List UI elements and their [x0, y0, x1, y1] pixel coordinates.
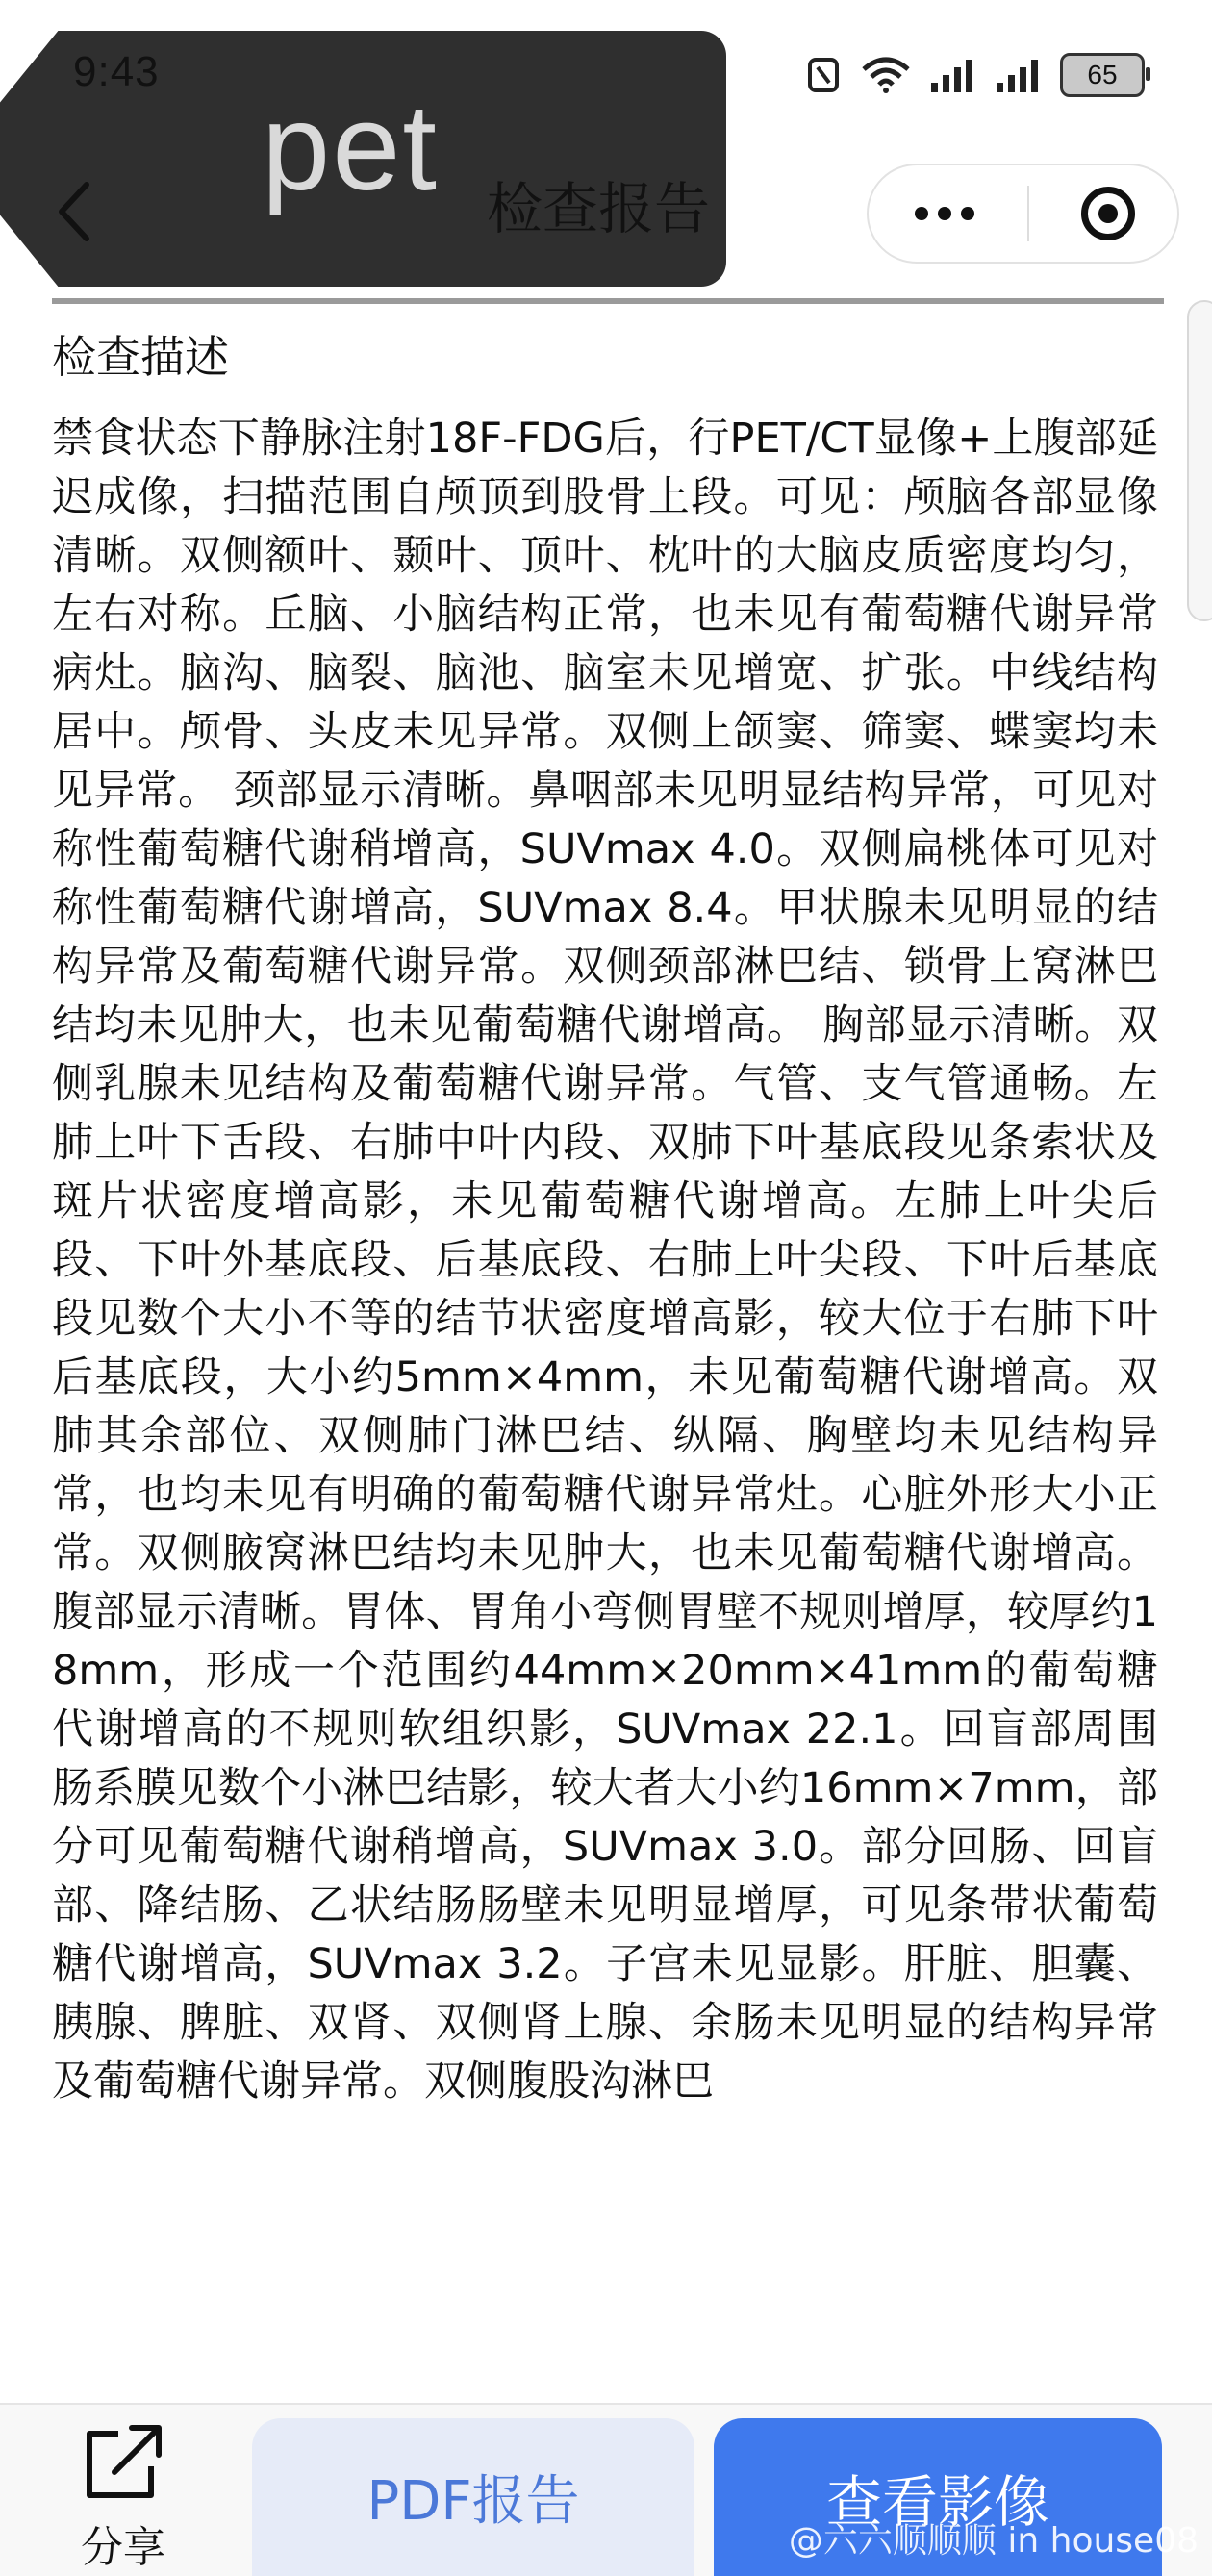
signal-icon-1 [929, 56, 977, 94]
side-scroll-handle[interactable] [1187, 300, 1212, 621]
back-button[interactable] [46, 171, 104, 252]
report-description: 禁食状态下静脉注射18F-FDG后，行PET/CT显像+上腹部延迟成像，扫描范围自颅顶到股骨上段。可见：颅脑各部显像清晰。双侧额叶、颞叶、顶叶、枕叶的大脑皮质密度均匀，左右对称。丘脑、小脑结构正常，也未见有葡萄糖代谢异常病灶。脑沟、脑裂、脑池、脑室未见增宽、扩张。中线结构居中。颅骨、头皮未见异常。双侧上颌窦、筛窦、蝶窦均未见异常。 颈部显示清晰。鼻咽部未见明显结构异常，可见对称性葡萄糖代谢稍增高，SUVmax 4.0。双侧扁桃体可见对称性葡萄糖代谢增高，SUVmax 8.4。甲状腺未见明显的结构异常及葡萄糖代谢异常。双侧颈部淋巴结、锁骨上窝淋巴结均未见肿大，也未见葡萄糖代谢增高。 胸部显示清晰。双侧乳腺未见结构及葡萄糖代谢异常。气管、支气管通畅。左肺上叶下舌段、右肺中叶内段、双肺下叶基底段见条索状及斑片状密度增高影，未见葡萄糖代谢增高。左肺上叶尖后段、下叶外基底段、后基底段、右肺上叶尖段、下叶后基底段见数个大小不等的结节状密度增高影，较大位于右肺下叶后基底段，大小约5mm×4mm，未见葡萄糖代谢增高。双肺其余部位、双侧肺门淋巴结、纵隔、胸壁均未见结构异常，也均未见有明确的葡萄糖代谢异常灶。心脏外形大小正常。双侧腋窝淋巴结均未见肿大，也未见葡萄糖代谢增高。 腹部显示清晰。胃体、胃角小弯侧胃壁不规则增厚，较厚约18mm，形成一个范围约44mm×20mm×41mm的葡萄糖代谢增高的不规则软组织影，SUVmax 22.1。回盲部周围肠系膜见数个小淋巴结影，较大者大小约16mm×7mm，部分可见葡萄糖代谢稍增高，SUVmax 3.0。部分回肠、回盲部、降结肠、乙状结肠肠壁未见明显增厚，可见条带状葡萄糖代谢增高，SUVmax 3.2。子宫未见显影。肝脏、胆囊、胰腺、脾脏、双肾、双侧肾上腺、余肠未见明显的结构异常及葡萄糖代谢异常。双侧腹股沟淋巴 [52, 415, 1158, 2106]
pdf-report-button[interactable]: PDF报告 [252, 2418, 694, 2576]
capsule-divider [1027, 186, 1029, 241]
battery-icon [1060, 53, 1145, 97]
miniprogram-capsule [867, 164, 1179, 264]
target-center-icon [1098, 204, 1118, 223]
page-title: 检查报告 [487, 176, 711, 241]
section-title: 检查描述 [52, 331, 229, 383]
wifi-icon [860, 56, 912, 94]
nfc-icon [804, 56, 843, 94]
chevron-left-icon [56, 181, 94, 242]
more-dot-icon [961, 207, 974, 220]
share-button[interactable] [56, 2422, 190, 2576]
bottom-action-bar [0, 2403, 1212, 2576]
close-miniprogram-button[interactable] [1081, 187, 1135, 240]
status-time: 9:43 [73, 48, 160, 95]
share-label: 分享 [81, 2523, 165, 2572]
status-icons [804, 48, 1145, 102]
battery-level: 65 [1087, 60, 1118, 89]
header-divider [52, 298, 1164, 304]
more-dot-icon [938, 207, 951, 220]
share-icon [80, 2422, 166, 2503]
view-images-button[interactable]: 查看影像 [714, 2418, 1162, 2576]
watermark: @六六顺顺顺 in house08 [788, 2521, 1199, 2561]
page-title-word: pet [262, 79, 439, 216]
signal-icon-2 [995, 56, 1043, 94]
more-dot-icon [915, 207, 928, 220]
more-options-button[interactable] [915, 207, 974, 220]
